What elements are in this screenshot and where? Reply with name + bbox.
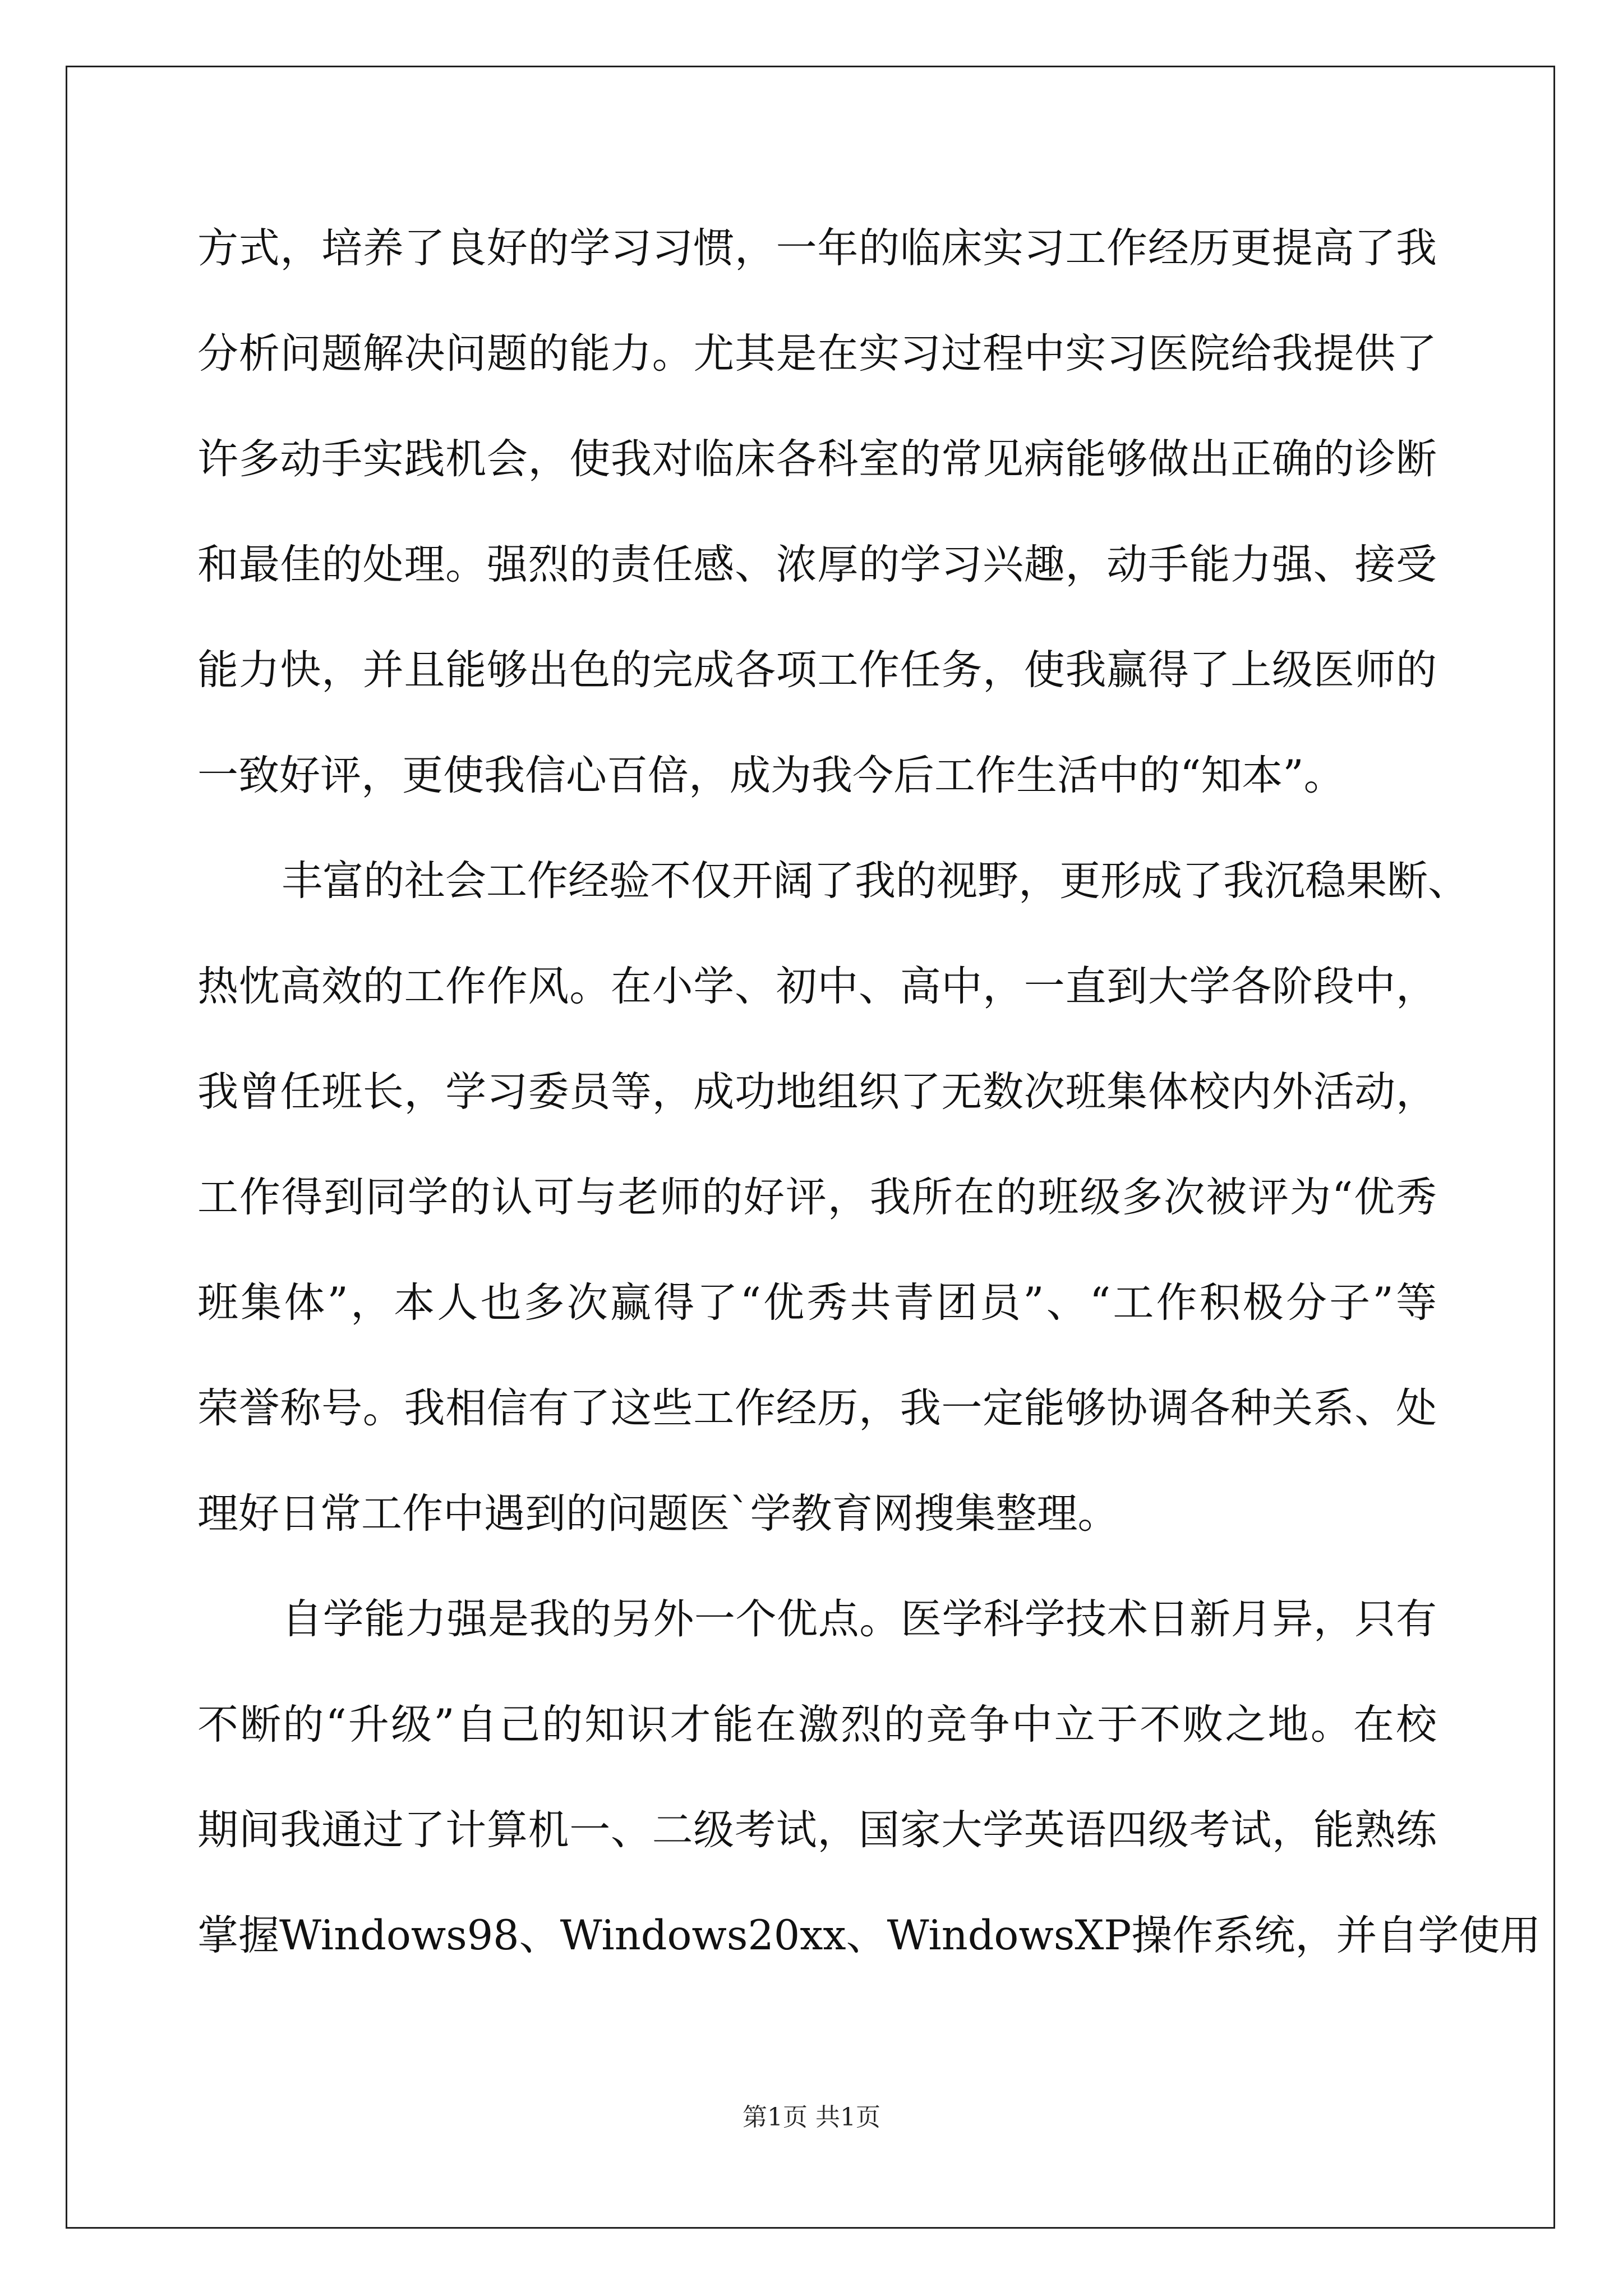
text-line: 方式，培养了良好的学习习惯，一年的临床实习工作经历更提高了我: [197, 224, 1437, 272]
text-line: 期间我通过了计算机一、二级考试，国家大学英语四级考试，能熟练: [197, 1806, 1437, 1854]
text-line: 能力快，并且能够出色的完成各项工作任务，使我赢得了上级医师的: [197, 646, 1437, 694]
text-line: 掌握Windows98、Windows20xx、WindowsXP操作系统，并自学使用: [197, 1912, 1541, 1959]
text-line: 工作得到同学的认可与老师的好评，我所在的班级多次被评为“优秀: [197, 1174, 1437, 1221]
page-border: [66, 66, 1555, 2229]
text-line: 许多动手实践机会，使我对临床各科室的常见病能够做出正确的诊断: [197, 435, 1437, 483]
page-footer: 第1页 共1页: [743, 2103, 880, 2132]
text-line: 一致好评，更使我信心百倍，成为我今后工作生活中的“知本”。: [197, 752, 1345, 799]
text-line: 理好日常工作中遇到的问题医`学教育网搜集整理。: [197, 1490, 1119, 1538]
paragraph-first-line: 丰富的社会工作经验不仅开阔了我的视野，更形成了我沉稳果断、: [282, 857, 1469, 905]
text-line: 荣誉称号。我相信有了这些工作经历，我一定能够协调各种关系、处: [197, 1384, 1437, 1432]
text-line: 分析问题解决问题的能力。尤其是在实习过程中实习医院给我提供了: [197, 330, 1437, 378]
text-line: 和最佳的处理。强烈的责任感、浓厚的学习兴趣，动手能力强、接受: [197, 541, 1437, 588]
text-line: 我曾任班长，学习委员等，成功地组织了无数次班集体校内外活动，: [197, 1068, 1437, 1116]
text-line: 热忱高效的工作作风。在小学、初中、高中，一直到大学各阶段中，: [197, 963, 1437, 1010]
paragraph-first-line: 自学能力强是我的另外一个优点。医学科学技术日新月异，只有: [282, 1595, 1437, 1643]
text-line: 班集体”，本人也多次赢得了“优秀共青团员”、“工作积极分子”等: [197, 1279, 1437, 1327]
text-line: 不断的“升级”自己的知识才能在激烈的竞争中立于不败之地。在校: [197, 1701, 1437, 1749]
